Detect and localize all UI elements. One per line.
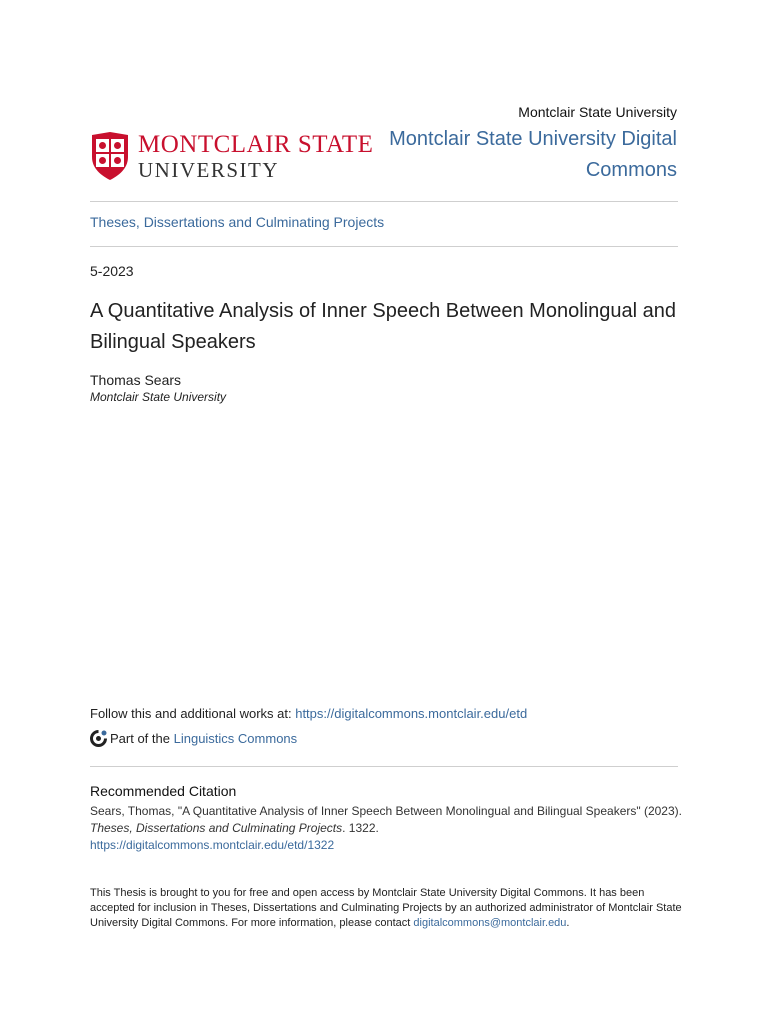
- citation-series: Theses, Dissertations and Culminating Projects: [90, 821, 343, 835]
- author-name: Thomas Sears: [90, 372, 182, 388]
- access-notice: [90, 886, 690, 931]
- divider: [90, 246, 678, 247]
- recommended-citation-heading: Recommended Citation: [90, 783, 237, 799]
- citation-link[interactable]: https://digitalcommons.montclair.edu/etd/1322: [90, 838, 335, 852]
- logo-line-1: MONTCLAIR STATE: [138, 131, 374, 158]
- linguistics-commons-link[interactable]: Linguistics Commons: [173, 731, 298, 746]
- follow-line: [90, 706, 527, 721]
- citation-number: . 1322.: [342, 821, 379, 835]
- divider: [90, 201, 678, 202]
- citation-body: Sears, Thomas, "A Quantitative Analysis of Inner Speech Between Monolingual and Bilingual Speakers" (2023).: [90, 804, 682, 818]
- header-institution: Montclair State University: [518, 104, 677, 120]
- notice-text: This Thesis is brought to you for free and open access by Montclair State University Digital Commons. It has been accepted for inclusion in Theses, Dissertations and Culminating Projects by an authorized administrator of Montclair State University Digital Commons. For more information, please contact: [90, 887, 682, 929]
- etd-link[interactable]: https://digitalcommons.montclair.edu/etd: [295, 706, 528, 721]
- repository-link[interactable]: Montclair State University Digital Commons: [389, 128, 677, 181]
- author-affiliation: Montclair State University: [90, 390, 227, 404]
- follow-label: Follow this and additional works at:: [90, 706, 296, 721]
- part-of-line: [90, 730, 297, 747]
- shield-icon: [90, 131, 130, 181]
- citation-text: [90, 803, 690, 854]
- network-icon: [90, 730, 107, 747]
- notice-end: .: [566, 917, 570, 929]
- university-logo[interactable]: [90, 131, 374, 183]
- logo-line-2: UNIVERSITY: [138, 158, 279, 182]
- divider: [90, 766, 678, 767]
- document-title: A Quantitative Analysis of Inner Speech Between Monolingual and Bilingual Speakers: [90, 300, 676, 353]
- part-of-label: Part of the: [110, 731, 170, 746]
- collection-link[interactable]: Theses, Dissertations and Culminating Projects: [90, 214, 385, 230]
- publication-date: 5-2023: [90, 263, 134, 279]
- contact-email-link[interactable]: digitalcommons@montclair.edu: [413, 917, 567, 929]
